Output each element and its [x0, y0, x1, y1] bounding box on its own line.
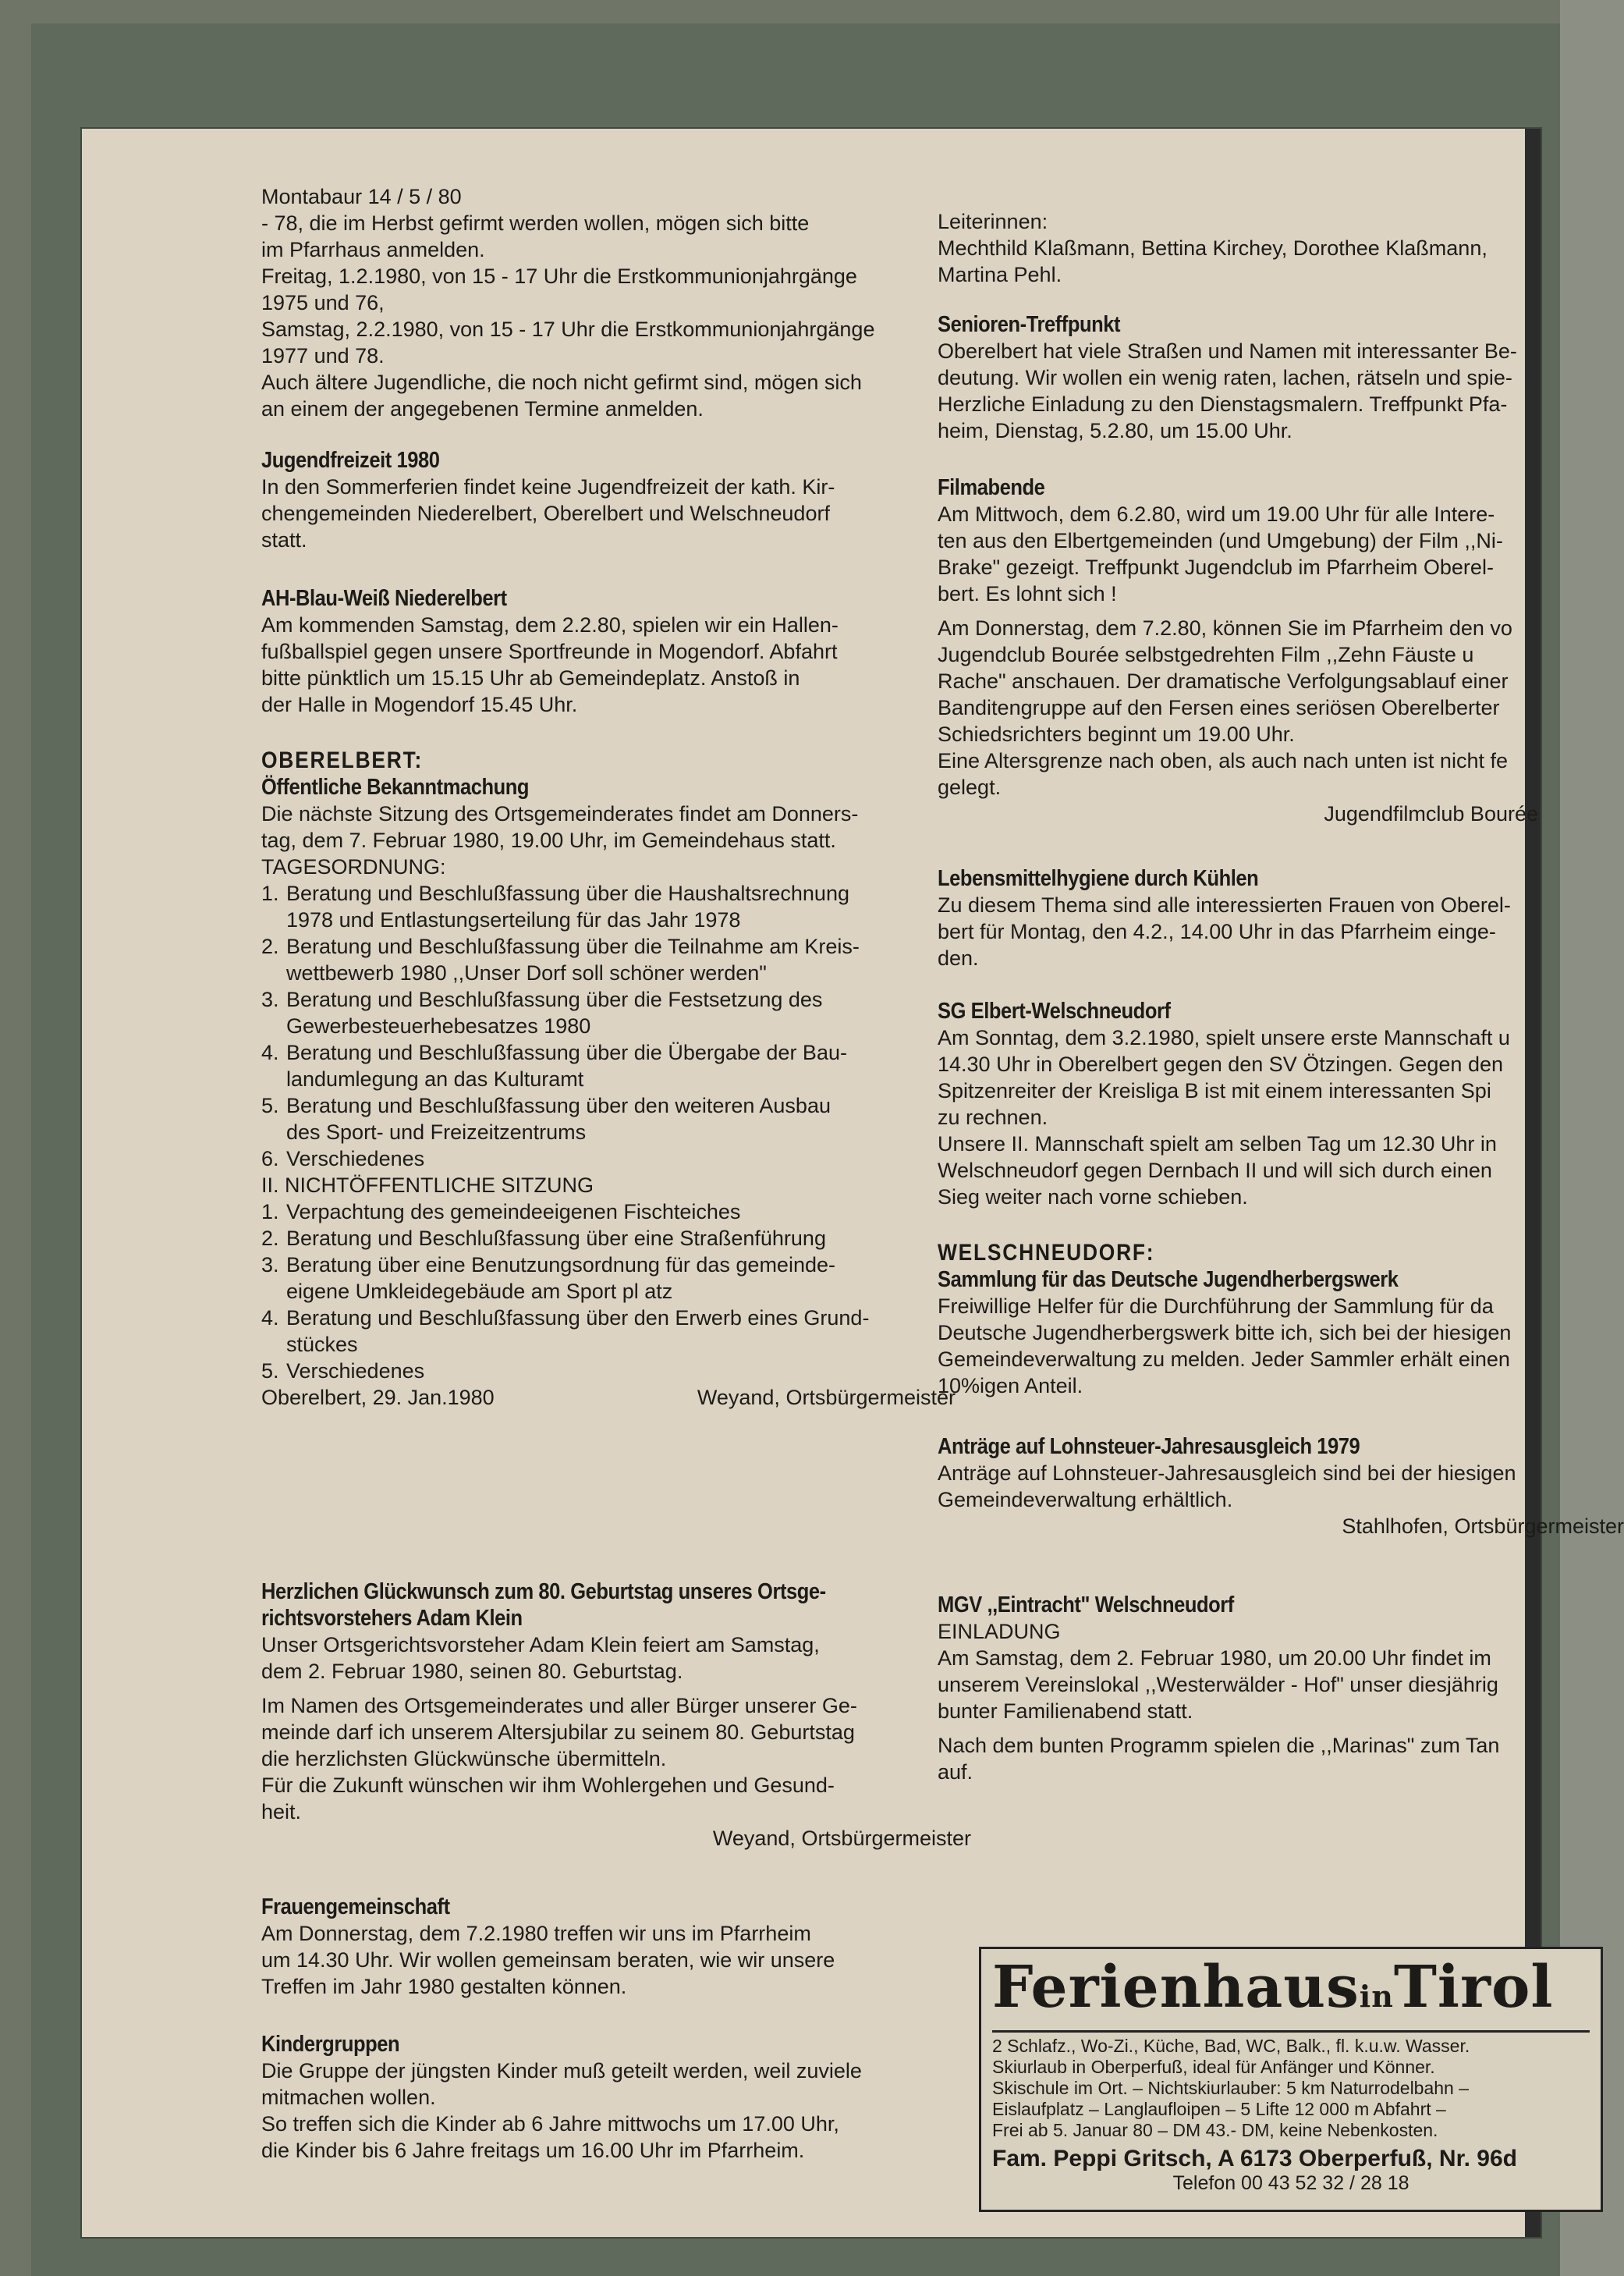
agenda-item: 1. Verpachtung des gemeindeeigenen Fischteiches	[261, 1200, 741, 1223]
ad-title-end: Tirol	[1393, 1954, 1554, 2021]
agenda-item: 6. Verschiedenes	[261, 1147, 425, 1170]
agenda-signature: Weyand, Ortsbürgermeister	[697, 1386, 956, 1409]
film-text-2: Am Donnerstag, dem 7.2.80, können Sie im Pfarrheim den vo Jugendclub Bourée selbstgedrehten Film ,,Zehn Fäuste u Rache" anschauen. Der dramatische Verfolgungsablauf einer Banditengruppe auf den Fersen eines seriösen Oberelberter Schiedsrichters beginnt um 19.00 Uhr. Eine Altersgrenze nach oben, als auch nach unten ist nicht fe gelegt.	[938, 616, 1512, 799]
frauen-heading: Frauengemeinschaft	[261, 1894, 450, 1919]
ad-title-in: in	[1359, 1979, 1394, 2014]
mgv-text-1: EINLADUNG Am Samstag, dem 2. Februar 1980, um 20.00 Uhr findet im unserem Vereinslokal ,,Westerwälder - Hof" unser diesjährig bunter Familienabend statt.	[938, 1620, 1498, 1723]
senioren-heading: Senioren-Treffpunkt	[938, 312, 1121, 337]
ah-heading: AH-Blau-Weiß Niederelbert	[261, 586, 507, 611]
frauen-section	[261, 1894, 1002, 2000]
ad-phone: Telefon 00 43 52 32 / 28 18	[1172, 2172, 1409, 2194]
leiterinnen-text: Leiterinnen: Mechthild Klaßmann, Bettina Kirchey, Dorothee Klaßmann, Martina Pehl.	[938, 210, 1487, 286]
agenda-signature-line	[261, 1384, 1002, 1411]
agenda-item: 2. Beratung und Beschlußfassung über eine Straßenführung	[261, 1227, 826, 1250]
agenda-item: 4. Beratung und Beschlußfassung über die Übergabe der Bau- landumlegung an das Kulturamt	[261, 1041, 847, 1091]
film-heading: Filmabende	[938, 475, 1045, 500]
senioren-section	[938, 311, 1624, 444]
glueckwunsch-heading-1: Herzlichen Glückwunsch zum 80. Geburtstag unseres Ortsge-	[261, 1579, 826, 1604]
ad-title	[992, 1954, 1590, 2033]
oberelbert-section	[261, 747, 1002, 1411]
welschneudorf-heading: WELSCHNEUDORF:	[938, 1240, 1155, 1266]
sammlung-heading: Sammlung für das Deutsche Jugendherbergswerk	[938, 1267, 1399, 1292]
agenda-item: 4. Beratung und Beschlußfassung über den Erwerb eines Grund- stückes	[261, 1306, 870, 1356]
glueckwunsch-text-2: Im Namen des Ortsgemeinderates und aller Bürger unserer Ge- meinde darf ich unserem Altersjubilar zu seinem 80. Geburtstag die herzlichsten Glückwünsche übermitteln. Für die Zukunft wünschen wir ihm Wohlergehen und Gesund- heit.	[261, 1694, 857, 1823]
glueckwunsch-section	[261, 1578, 1002, 1852]
glueckwunsch-heading-2: richtsvorstehers Adam Klein	[261, 1606, 523, 1631]
jugendfreizeit-text: In den Sommerferien findet keine Jugendfreizeit der kath. Kir- chengemeinden Niederelbert, Oberelbert und Welschneudorf statt.	[261, 475, 835, 552]
antraege-text: Anträge auf Lohnsteuer-Jahresausgleich sind bei der hiesigen Gemeindeverwaltung erhältlich.	[938, 1461, 1516, 1511]
mgv-heading: MGV ,,Eintracht" Welschneudorf	[938, 1592, 1234, 1617]
bekanntmachung-heading: Öffentliche Bekanntmachung	[261, 775, 530, 800]
agenda-private-list	[261, 1198, 1002, 1384]
film-section	[938, 474, 1624, 827]
welschneudorf-section	[938, 1240, 1624, 1399]
newspaper-page	[82, 129, 1624, 2237]
agenda-item: 3. Beratung über eine Benutzungsordnung für das gemeinde- eigene Umkleidegebäude am Sport pl atz	[261, 1253, 835, 1303]
firmung-notice	[261, 183, 1002, 422]
agenda-item: 2. Beratung und Beschlußfassung über die Teilnahme am Kreis- wettbewerb 1980 ,,Unser Dorf soll schöner werden"	[261, 935, 860, 985]
sammlung-text: Freiwillige Helfer für die Durchführung der Sammlung für da Deutsche Jugendherbergswerk bitte ich, sich bei der hiesigen Gemeindeverwaltung zu melden. Jeder Sammler erhält einen 10%igen Anteil.	[938, 1294, 1512, 1397]
sg-heading: SG Elbert-Welschneudorf	[938, 999, 1171, 1024]
film-signature: Jugendfilmclub Bourée	[1324, 802, 1538, 826]
lebensmittel-text: Zu diesem Thema sind alle interessierten Frauen von Oberel- bert für Montag, den 4.2., 14.00 Uhr in das Pfarrheim einge- den.	[938, 893, 1511, 970]
agenda-public-list	[261, 880, 1002, 1172]
antraege-heading: Anträge auf Lohnsteuer-Jahresausgleich 1979	[938, 1434, 1360, 1459]
glueckwunsch-text-1: Unser Ortsgerichtsvorsteher Adam Klein feiert am Samstag, dem 2. Februar 1980, seinen 80. Geburtstag.	[261, 1633, 820, 1683]
ad-text: 2 Schlafz., Wo-Zi., Küche, Bad, WC, Balk., fl. k.u.w. Wasser. Skiurlaub in Oberperfuß, ideal für Anfänger und Könner. Skischule im Ort. – Nichtskiurlauber: 5 km Naturrodelbahn – Eislaufplatz – Langlaufloipen – 5 Lifte 12 000 m Abfahrt – Frei ab 5. Januar 80 – DM 43.- DM, keine Nebenkosten.	[992, 2036, 1470, 2140]
oberelbert-heading: OBERELBERT:	[261, 747, 424, 773]
agenda-item: 5. Beratung und Beschlußfassung über den weiteren Ausbau des Sport- und Freizeitzentrums	[261, 1094, 831, 1144]
film-text-1: Am Mittwoch, dem 6.2.80, wird um 19.00 Uhr für alle Intere- ten aus den Elbertgemeinden (und Umgebung) der Film ,,Ni- Brake" gezeigt. Treffpunkt Jugendclub im Pfarrheim Oberel- bert. Es lohnt sich !	[938, 502, 1503, 605]
leiterinnen-block	[938, 208, 1624, 288]
mgv-section	[938, 1592, 1624, 1785]
ad-title-main: Ferienhaus	[992, 1954, 1360, 2021]
nonpublic-heading: II. NICHTÖFFENTLICHE SITZUNG	[261, 1174, 594, 1197]
agenda-place-date: Oberelbert, 29. Jan.1980	[261, 1386, 495, 1409]
ad-contact: Fam. Peppi Gritsch, A 6173 Oberperfuß, Nr. 96d	[992, 2146, 1517, 2171]
antraege-section	[938, 1433, 1624, 1539]
lebensmittel-section	[938, 865, 1624, 971]
agenda-item: 1. Beratung und Beschlußfassung über die Haushaltsrechnung 1978 und Entlastungserteilung für das Jahr 1978	[261, 882, 849, 932]
mgv-text-2: Nach dem bunten Programm spielen die ,,Marinas" zum Tan auf.	[938, 1734, 1500, 1784]
antraege-signature: Stahlhofen, Ortsbürgermeister	[1342, 1514, 1624, 1538]
firmung-text: Montabaur 14 / 5 / 80 - 78, die im Herbst gefirmt werden wollen, mögen sich bitte im Pfarrhaus anmelden. Freitag, 1.2.1980, von 15 - 17 Uhr die Erstkommunionjahrgänge 1975 und 76, Samstag, 2.2.1980, von 15 - 17 Uhr die Erstkommunionjahrgänge 1977 und 78. Auch ältere Jugendliche, die noch nicht gefirmt sind, mögen sich an einem der angegebenen Termine anmelden.	[261, 185, 875, 421]
jugendfreizeit-section	[261, 447, 1002, 553]
kinder-heading: Kindergruppen	[261, 2032, 400, 2057]
kinder-text: Die Gruppe der jüngsten Kinder muß geteilt werden, weil zuviele mitmachen wollen. So treffen sich die Kinder ab 6 Jahre mittwochs um 17.00 Uhr, die Kinder bis 6 Jahre freitags um 16.00 Uhr im Pfarrheim.	[261, 2059, 862, 2162]
senioren-text: Oberelbert hat viele Straßen und Namen mit interessanter Be- deutung. Wir wollen ein wenig raten, lachen, rätseln und spie- Herzliche Einladung zu den Dienstagsmalern. Treffpunkt Pfa- heim, Dienstag, 5.2.80, um 15.00 Uhr.	[938, 339, 1517, 442]
sg-text: Am Sonntag, dem 3.2.1980, spielt unsere erste Mannschaft u 14.30 Uhr in Oberelbert gegen den SV Ötzingen. Gegen den Spitzenreiter der Kreisliga B ist mit einem interessanten Spi zu rechnen. Unsere II. Mannschaft spielt am selben Tag um 12.30 Uhr in Welschneudorf gegen Dernbach II und will sich durch einen Sieg weiter nach vorne schieben.	[938, 1026, 1510, 1209]
kinder-section	[261, 2031, 1002, 2164]
lebensmittel-heading: Lebensmittelhygiene durch Kühlen	[938, 866, 1259, 891]
agenda-item: 5. Verschiedenes	[261, 1359, 425, 1383]
agenda-item: 3. Beratung und Beschlußfassung über die Festsetzung des Gewerbesteuerhebesatzes 1980	[261, 988, 823, 1038]
ah-section	[261, 585, 1002, 718]
glueckwunsch-signature: Weyand, Ortsbürgermeister	[712, 1827, 971, 1850]
bekanntmachung-text: Die nächste Sitzung des Ortsgemeinderates findet am Donners- tag, dem 7. Februar 1980, 19.00 Uhr, im Gemeindehaus statt. TAGESORDNUNG:	[261, 802, 859, 879]
frauen-text: Am Donnerstag, dem 7.2.1980 treffen wir uns im Pfarrheim um 14.30 Uhr. Wir wollen gemeinsam beraten, wie wir unsere Treffen im Jahr 1980 gestalten können.	[261, 1922, 835, 1998]
jugendfreizeit-heading: Jugendfreizeit 1980	[261, 448, 440, 473]
ah-text: Am kommenden Samstag, dem 2.2.80, spielen wir ein Hallen- fußballspiel gegen unsere Sportfreunde in Mogendorf. Abfahrt bitte pünktlich um 15.15 Uhr ab Gemeindeplatz. Anstoß in der Halle in Mogendorf 15.45 Uhr.	[261, 613, 839, 716]
sg-section	[938, 998, 1624, 1210]
ferienhaus-advertisement	[979, 1947, 1603, 2212]
